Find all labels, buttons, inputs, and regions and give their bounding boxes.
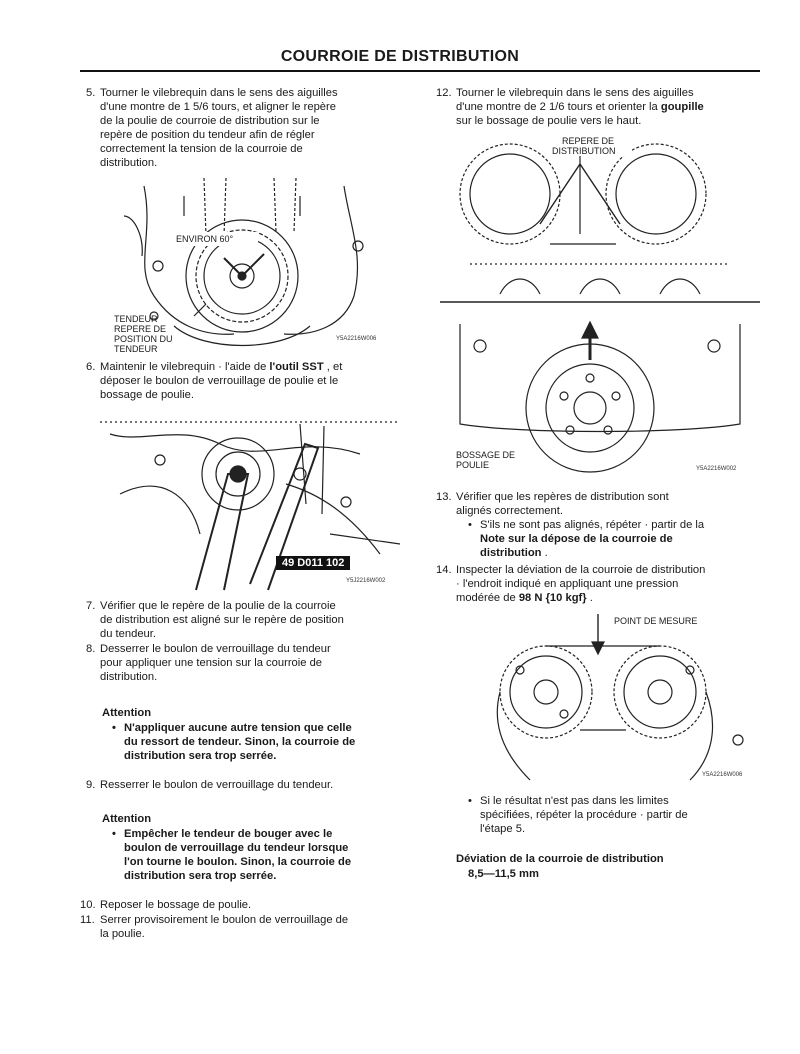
step-line: Vérifier que le repère de la poulie de la courroie bbox=[100, 600, 336, 612]
step-number: 7. bbox=[86, 600, 96, 612]
figure-code: Y5A2216W002 bbox=[696, 466, 737, 472]
deviation-title: Déviation de la courroie de distribution bbox=[456, 853, 664, 865]
attention-line: • N'appliquer aucune autre tension que celle bbox=[124, 721, 410, 735]
force-value: 98 N {10 kgf} bbox=[518, 592, 587, 604]
sst-illustration bbox=[100, 414, 406, 592]
step-line: déposer le boulon de verrouillage de poulie et le bbox=[100, 375, 339, 387]
step-number: 14. bbox=[436, 564, 452, 576]
step-6 bbox=[86, 360, 400, 402]
step-line: Reposer le bossage de poulie. bbox=[100, 899, 252, 911]
step-14 bbox=[436, 563, 766, 605]
step-line: la poulie. bbox=[100, 928, 145, 940]
figure-label: POINT DE MESURE bbox=[614, 616, 698, 626]
bullet-line: • S'ils ne sont pas alignés, répéter · partir de la bbox=[480, 518, 770, 532]
angle-label: ENVIRON 60° bbox=[176, 234, 234, 244]
step-line: distribution. bbox=[100, 157, 158, 169]
page-title: COURROIE DE DISTRIBUTION bbox=[280, 48, 520, 65]
step-10 bbox=[80, 898, 410, 912]
step-line: Inspecter la déviation de la courroie de distribution bbox=[456, 564, 706, 576]
step-line: bossage de poulie. bbox=[100, 389, 194, 401]
step-number: 13. bbox=[436, 491, 452, 503]
step-line: Vérifier que les repères de distribution sont bbox=[456, 491, 669, 503]
bullet-line: Note sur la dépose de la courroie de bbox=[480, 533, 673, 545]
figure-sst-tool bbox=[100, 414, 406, 592]
note-line: l'étape 5. bbox=[480, 823, 526, 835]
step-11 bbox=[80, 913, 410, 941]
figure-label: POULIE bbox=[456, 460, 490, 470]
figure-label: BOSSAGE DE bbox=[456, 450, 516, 460]
attention-line: boulon de verrouillage du tendeur lorsque bbox=[124, 842, 349, 854]
step-line: Resserrer le boulon de verrouillage du tendeur. bbox=[100, 779, 334, 791]
attention-1 bbox=[124, 721, 410, 763]
step-number: 12. bbox=[436, 87, 452, 99]
attention-2 bbox=[124, 827, 410, 883]
tool-tag: 49 D011 102 bbox=[276, 556, 350, 570]
step-line: d'une montre de 2 1/6 tours et orienter la goupille bbox=[456, 101, 704, 113]
measure-illustration bbox=[490, 610, 760, 782]
step-number: 11. bbox=[80, 914, 95, 926]
figure-label: TENDEUR bbox=[114, 314, 158, 324]
attention-line: distribution sera trop serrée. bbox=[124, 750, 277, 762]
attention-line: • Empêcher le tendeur de bouger avec le bbox=[124, 827, 410, 841]
step-line: d'une montre de 1 5/6 tours, et aligner le repère bbox=[100, 101, 336, 113]
step-line: alignés correctement. bbox=[456, 505, 563, 517]
step-line: correctement la tension de la courroie de bbox=[100, 143, 303, 155]
figure-label: REPERE DE bbox=[562, 136, 615, 146]
step-line: · l'endroit indiqué en appliquant une pression bbox=[456, 578, 679, 590]
step-9 bbox=[86, 778, 400, 792]
step-line: Maintenir le vilebrequin · l'aide de l'outil SST , et bbox=[100, 361, 343, 373]
attention-title: Attention bbox=[102, 813, 152, 825]
step-number: 6. bbox=[86, 361, 96, 373]
step-line: Tourner le vilebrequin dans le sens des aiguilles bbox=[456, 87, 694, 99]
step-line: modérée de 98 N {10 kgf} . bbox=[456, 592, 593, 604]
step-line: distribution. bbox=[100, 671, 158, 683]
step-line: Desserrer le boulon de verrouillage du tendeur bbox=[100, 643, 331, 655]
step-number: 10. bbox=[80, 899, 96, 911]
step-line: de la poulie de courroie de distribution sur le bbox=[100, 115, 320, 127]
figure-label: DISTRIBUTION bbox=[552, 146, 616, 156]
step-line: Serrer provisoirement le boulon de verrouillage de bbox=[100, 914, 349, 926]
note-line: spécifiées, répéter la procédure · partir de bbox=[480, 809, 688, 821]
step-line: Tourner le vilebrequin dans le sens des aiguilles bbox=[100, 87, 338, 99]
header-rule bbox=[80, 70, 760, 72]
step-line: pour appliquer une tension sur la courroie de bbox=[100, 657, 323, 669]
step-number: 9. bbox=[86, 779, 96, 791]
figure-tensioner bbox=[114, 176, 390, 362]
deviation-value: 8,5—11,5 mm bbox=[468, 868, 539, 880]
attention-line: l'on tourne le boulon. Sinon, la courroie de bbox=[124, 856, 352, 868]
step-line: repère de position du tendeur afin de régler bbox=[100, 129, 315, 141]
step-number: 8. bbox=[86, 643, 96, 655]
figure-label: POSITION DU bbox=[114, 334, 173, 344]
step-5 bbox=[86, 86, 400, 170]
step-number: 5. bbox=[86, 87, 96, 99]
result-note bbox=[480, 794, 770, 836]
step-12 bbox=[436, 86, 766, 128]
note-line: • Si le résultat n'est pas dans les limites bbox=[480, 794, 770, 808]
attention-line: distribution sera trop serrée. bbox=[124, 870, 277, 882]
tool-name: l'outil SST bbox=[269, 361, 324, 373]
figure-label: REPERE DE bbox=[114, 324, 167, 334]
attention-title: Attention bbox=[102, 707, 152, 719]
step-13-bullet: • S'ils ne sont pas alignés, répéter · partir de la Note sur la dépose de la courroie de distribution . bbox=[480, 518, 770, 560]
figure-code: Y5A2216W006 bbox=[336, 336, 377, 342]
bullet-line: distribution bbox=[480, 547, 542, 559]
figure-measure-point bbox=[490, 610, 760, 782]
step-8 bbox=[86, 642, 400, 684]
step-line: du tendeur. bbox=[100, 628, 156, 640]
step-13 bbox=[436, 490, 766, 518]
step-7 bbox=[86, 599, 400, 641]
pin-word: goupille bbox=[660, 101, 704, 113]
attention-line: du ressort de tendeur. Sinon, la courroie de bbox=[124, 736, 356, 748]
figure-code: Y5A2216W006 bbox=[702, 772, 743, 778]
step-line: de distribution est aligné sur le repère de position bbox=[100, 614, 344, 626]
figure-code: Y5J2216W002 bbox=[346, 578, 386, 584]
step-line: sur le bossage de poulie vers le haut. bbox=[456, 115, 642, 127]
figure-timing-marks bbox=[440, 134, 760, 480]
figure-label: TENDEUR bbox=[114, 344, 158, 354]
timing-marks-illustration bbox=[440, 134, 760, 480]
